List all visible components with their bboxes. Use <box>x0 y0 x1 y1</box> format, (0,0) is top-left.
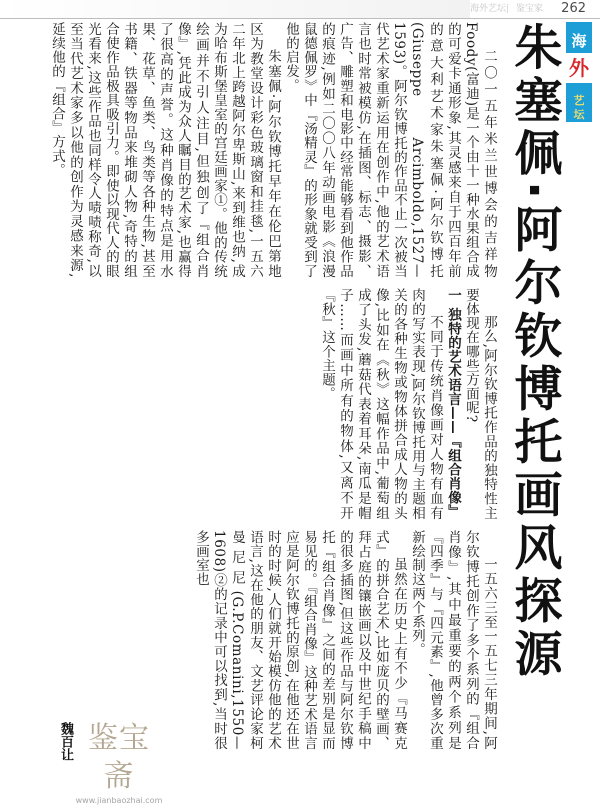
article-paragraph-5: 一五六三至一五七三年期间,阿尔钦博托创作了多个系列的『组合肖像』,其中最重要的两个系列是『四季』与『四元素』,他曾多次重新绘制这两个系列。 <box>409 530 497 750</box>
header-section-name: 海外艺坛 <box>470 4 507 14</box>
badge-char-3: 艺 <box>573 94 585 107</box>
watermark-url: www.jianbaozhai.com <box>75 796 163 805</box>
article-title: 朱塞佩·阿尔钦博托画风探源 <box>506 22 562 682</box>
article-block-top <box>8 22 498 278</box>
article-block-bottom <box>8 530 498 750</box>
article-paragraph-2: 朱塞佩·阿尔钦博托早年在伦巴第地区为教堂设计彩色玻璃窗和挂毯,一五六二年北上跨越阿尔卑斯山,来到维也纳,成为哈布斯堡皇室的宫廷画家①。他的传统绘画并不引人注目,但独创了『组合肖像』,凭此成为众人瞩目的艺术家,也赢得了很高的声誉。这种肖像的特点是用水果、花草、鱼类、鸟类等各种生物,甚至书籍、铁器等物品来堆砌人物,奇特的组合使作品极具吸引力。即使以现代人的眼光看来,这些作品也同样令人啧啧称奇,以至当代艺术家多以他的创作为灵感来源,延续他的『组合』方式。 <box>49 22 281 278</box>
article-block-middle <box>8 288 498 520</box>
page-header <box>0 0 600 19</box>
header-magazine-name: 鉴宝家 <box>516 4 544 14</box>
header-separator: | <box>506 4 510 14</box>
column-badge <box>566 22 592 122</box>
badge-char-2: 外 <box>564 53 594 83</box>
article-paragraph-1: 二〇一五年米兰世博会的吉祥物Foody(富迪)是一个由十一种水果组合成的可爱卡通形象,其灵感来自于四百年前的意大利艺术家朱塞佩·阿尔钦博托(Giuseppe Arcimboldo,1527—1593)。阿尔钦博托的作品不止一次被当代艺术家重新运用在创作中,他的艺术语言也时常被模仿,在插图、标志、摄影、广告、雕塑和电影中经常能够看到他作品的痕迹,例如二〇〇八年动画电影《浪漫鼠德佩罗》中『汤精灵』的形象就受到了他的启发。 <box>283 22 497 278</box>
watermark-logo: 鉴宝斋 <box>88 721 150 794</box>
article-paragraph-4: 不同于传统肖像画对人物有血有肉的写实表现,阿尔钦博托用与主题相关的各种生物或物体拼合成人物的头像,比如在《秋》这幅作品中,葡萄组成了头发,蘑菇代表着耳朵,南瓜是帽子……而画中所有的物体,又离不开『秋』这个主题。 <box>319 288 443 520</box>
badge-char-1: 海 <box>571 32 587 50</box>
page-number: 262 <box>561 1 586 16</box>
site-watermark <box>74 720 164 805</box>
section-subheading: 一 独特的艺术语言——『组合肖像』 <box>445 288 461 519</box>
article-paragraph-3: 那么,阿尔钦博托作品的独特性主要体现在哪些方面呢? <box>463 288 497 520</box>
article-paragraph-6: 虽然在历史上有不少『马赛克式』的拼合艺术,比如庞贝的壁画、拜占庭的镶嵌画以及中世纪手稿中的很多插图,但这些作品与阿尔钦博托『组合肖像』之间的差别是显而易见的。『组合肖像』这种艺术语言应是阿尔钦博托的原创,在他还在世时的时候,人们就开始模仿他的艺术语言,这在他的朋友、文艺评论家柯曼尼尼(G.P.Comanini,1550—1608)②的记录中可以找到,当时很多画室也 <box>193 530 407 750</box>
header-band <box>0 0 470 18</box>
badge-char-4: 坛 <box>573 108 585 121</box>
author-name: 魏百让 <box>58 722 73 761</box>
